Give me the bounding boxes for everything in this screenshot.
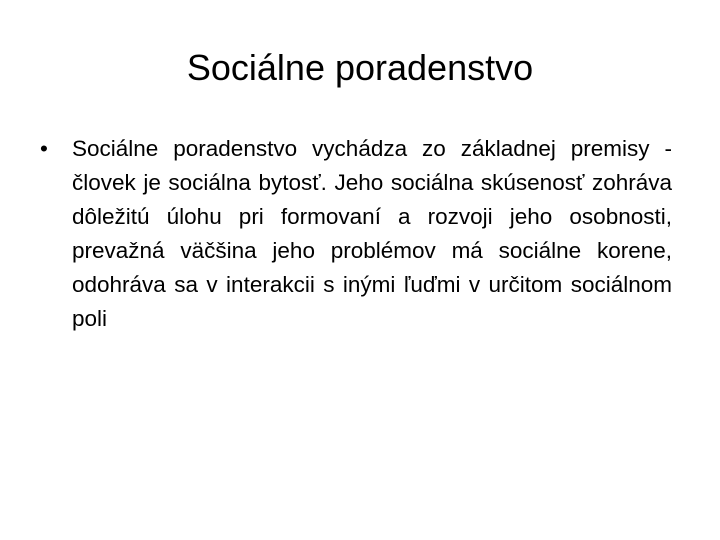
bullet-marker: • xyxy=(40,136,48,161)
bullet-text: Sociálne poradenstvo vychádza zo základnej premisy - človek je sociálna bytosť. Jeho sociálna skúsenosť zohráva dôležitú úlohu pri formovaní a rozvoji jeho osobnosti, prevažná väčšina jeho problémov má sociálne korene, odohráva sa v interakcii s inými ľuďmi v určitom sociálnom poli xyxy=(72,136,672,331)
bullet-list xyxy=(36,132,672,336)
bullet-item xyxy=(36,132,672,336)
slide-title: Sociálne poradenstvo xyxy=(186,47,534,88)
slide-body xyxy=(36,132,672,336)
